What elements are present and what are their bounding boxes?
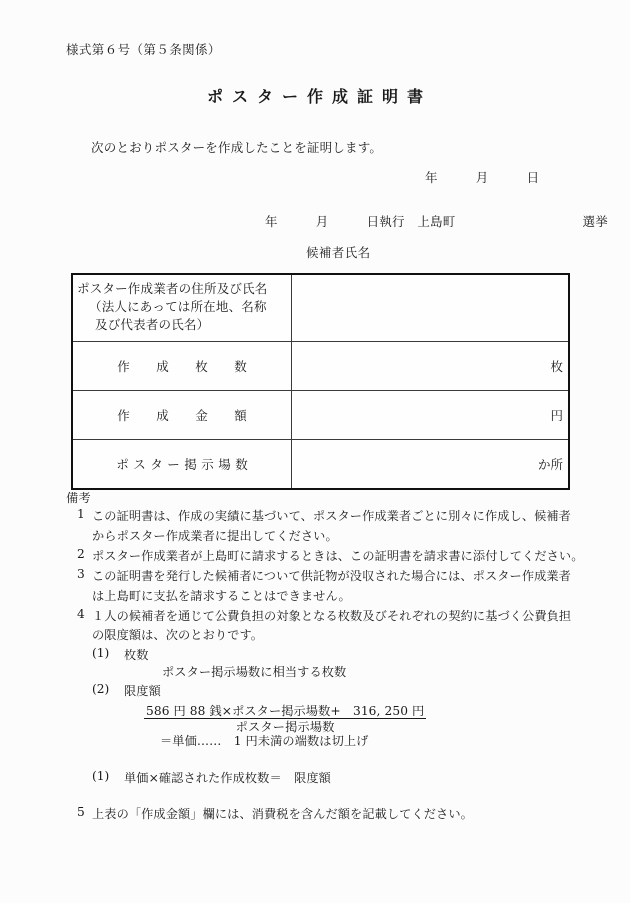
page-title: ポスター作成証明書 xyxy=(206,87,432,106)
note-text xyxy=(92,608,606,788)
row-label-board-count: ポスター掲示場数 xyxy=(72,440,292,490)
note-line: 上表の「作成金額」欄には、消費税を含んだ額を記載してください。 xyxy=(92,807,473,822)
note-line: この証明書を発行した候補者について供託物が没収された場合には、ポスター作成業者 xyxy=(92,569,571,584)
note-text xyxy=(92,806,606,825)
sub-item-body xyxy=(124,683,606,751)
fraction-numerator: 586 円 88 銭×ポスター掲示場数+ 316, 250 円 xyxy=(146,703,425,718)
row-label-sheet-count: 作 成 枚 数 xyxy=(72,342,292,391)
sub-item-number: (2) xyxy=(92,681,110,696)
input-sheet-count[interactable]: 枚 xyxy=(292,342,570,391)
note-item-3 xyxy=(66,568,606,607)
note-item-1 xyxy=(66,508,606,547)
note-line: の限度額は、次のとおりです。 xyxy=(92,628,264,643)
input-amount[interactable]: 円 xyxy=(292,391,570,440)
note-line: は上島町に支払を請求することはできません。 xyxy=(92,588,351,603)
sub-item-limit-amount xyxy=(92,683,606,751)
sub-item-unit-price-formula xyxy=(92,770,606,788)
note-text xyxy=(92,568,606,607)
label-line-2: （法人にあっては所在地、名称 xyxy=(89,299,267,315)
form-number: 様式第６号（第５条関係） xyxy=(66,42,221,57)
note-text xyxy=(92,508,606,547)
table-row xyxy=(72,391,569,440)
limit-amount-formula xyxy=(124,705,606,733)
candidate-name-label: 候補者氏名 xyxy=(306,245,371,260)
note-item-4 xyxy=(66,608,606,788)
input-board-count[interactable]: か所 xyxy=(292,440,570,490)
sub-item-sheet-count xyxy=(92,647,606,682)
table-row xyxy=(72,274,569,342)
notes-heading: 備考 xyxy=(66,491,91,505)
label-line-1: ポスター作成業者の住所及び氏名 xyxy=(77,281,268,296)
note-item-2 xyxy=(66,548,606,567)
sub-item-detail: ポスター掲示場数に相当する枚数 xyxy=(162,665,347,680)
spacer xyxy=(66,788,606,806)
spacer xyxy=(92,751,606,769)
sub-item-number: (1) xyxy=(92,645,110,660)
notes-section xyxy=(66,492,606,827)
lead-statement: 次のとおりポスターを作成したことを証明します。 xyxy=(91,140,383,155)
input-contractor-address[interactable] xyxy=(292,274,570,342)
note-line: からポスター作成業者に提出してください。 xyxy=(92,528,338,543)
row-label-amount: 作 成 金 額 xyxy=(72,391,292,440)
note-number: 2 xyxy=(77,546,85,561)
execution-line: 年 月 日執行 上島町 選挙 xyxy=(265,214,608,229)
note-line: ポスター作成業者が上島町に請求するときは、この証明書を請求書に添付してください。 xyxy=(92,548,584,563)
note-item-5 xyxy=(66,806,606,825)
formula-equals-line: ＝単価…… 1 円未満の端数は切上げ xyxy=(160,733,369,748)
table-row xyxy=(72,342,569,391)
fraction xyxy=(144,705,426,733)
note-line: １人の候補者を通じて公費負担の対象となる枚数及びそれぞれの契約に基づく公費負担 xyxy=(92,608,572,623)
sub-item-body xyxy=(124,647,606,682)
note-number: 1 xyxy=(77,507,85,522)
poster-certificate-table xyxy=(71,273,570,490)
date-line: 年 月 日 xyxy=(425,170,540,185)
table-row xyxy=(72,440,569,490)
note-number: 3 xyxy=(77,567,85,582)
sub-item-body xyxy=(124,770,606,788)
sub-item-label: 単価×確認された作成枚数＝ 限度額 xyxy=(124,770,331,785)
fraction-denominator: ポスター掲示場数 xyxy=(235,719,335,734)
note-line: この証明書は、作成の実績に基づいて、ポスター作成業者ごとに別々に作成し、候補者 xyxy=(92,509,571,524)
note-text xyxy=(92,548,606,567)
sub-item-number: (1) xyxy=(92,768,110,783)
note-number: 5 xyxy=(77,805,85,820)
note-number: 4 xyxy=(77,606,85,621)
row-label-contractor-address xyxy=(72,274,292,342)
sub-item-label: 枚数 xyxy=(124,647,149,662)
label-line-3: 及び代表者の氏名） xyxy=(95,317,210,333)
sub-item-label: 限度額 xyxy=(124,683,161,698)
